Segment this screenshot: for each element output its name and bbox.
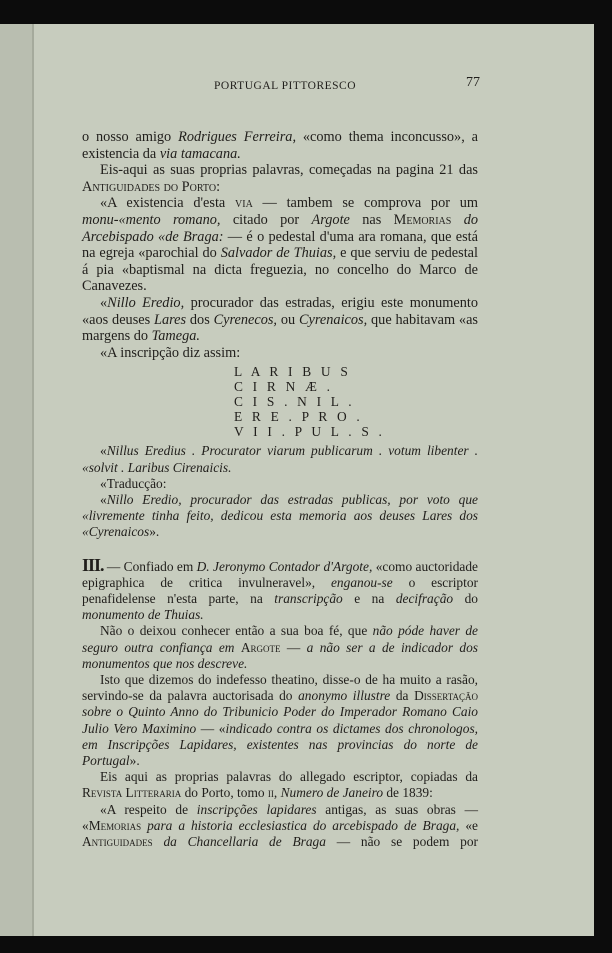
paragraph: Eis-aqui as suas proprias palavras, começadas na pagina 21 das Antiguidades do Porto: [82,162,478,195]
page-number: 77 [466,75,480,90]
quoted-paragraph: «Nillo Eredio, procurador das estradas, erigiu este monumento «aos deuses Lares dos Cyrenecos, ou Cyrenaicos, que habitavam «as margens do Tamega. [82,294,479,345]
section-paragraph: III. — Confiado em D. Jeronymo Contador d'Argote, «como auctoridade epigraphica de critica invulneravel», enganou-se o escriptor penafidelense n'esta parte, na transcripção e na decifração do monumento de Thuias. [82,554,478,623]
paragraph: Não o deixou conhecer então a sua boa fé, que não póde haver de seguro outra confiança em Argote — a não ser a de indicador dos monumentos que nos descreve. [82,623,478,671]
section-number: III. [82,554,104,575]
running-title: PORTUGAL PITTORESCO [214,80,357,92]
paragraph: o nosso amigo Rodrigues Ferreira, «como thema inconcusso», a existencia da via tamacana. [82,129,478,162]
quoted-paragraph: «A respeito de inscripções lapidares antigas, as suas obras — «Memorias para a historia ecclesiastica do arcebispado de Braga, «e Antiguidades da Chancellaria de Braga — não se podem por [82,801,478,849]
paragraph: Eis aqui as proprias palavras do allegado escriptor, copiadas da Revista Litteraria do Porto, tomo ii, Numero de Janeiro de 1839: [82,769,478,801]
inscription-line: V I I . P U L . S . [234,423,386,439]
inscription-line: L A R I B U S [234,364,351,380]
inscription-reading: «Nillus Eredius . Procurator viarum publicarum . votum libenter . «solvit . Laribus Cirenaicis. [82,443,478,475]
inscription-line: E R E . P R O . [234,408,363,424]
inscription-translation: «Nillo Eredio, procurador das estradas publicas, por voto que «livremente tinha feito, dedicou esta memoria aos deuses Lares dos «Cyrenaicos». [82,491,478,540]
latin-inscription [234,365,478,439]
running-header [82,75,480,98]
paragraph: «Traducção: [100,475,167,491]
inscription-line: C I R N Æ . [234,379,334,395]
paragraph: «A inscripção diz assim: [100,344,241,361]
inscription-line: C I S . N I L . [234,393,355,409]
quoted-paragraph: «A existencia d'esta via — tambem se comprova por um monu-«mento romano, citado por Argote nas Memorias do Arcebispado «de Braga: — é o pedestal d'uma ara romana, que está na egreja «parochial do Salvador de Thuias, e que serviu de pedestal á pia «baptismal na dicta freguezia, no concelho do Marco de Canavezes. [82,195,479,295]
page-body [82,129,478,850]
facing-page-edge [0,24,34,936]
paragraph: Isto que dizemos do indefesso theatino, disse-o de ha muito a rasão, servindo-se da palavra auctorisada do anonymo illustre da Dissertação sobre o Quinto Anno do Tribunicio Poder do Imperador Romano Caio Julio Vero Maximino — «indicado contra os dictames dos chronologos, em Inscripções Lapidares, existentes nas provincias do norte de Portugal». [82,671,479,768]
